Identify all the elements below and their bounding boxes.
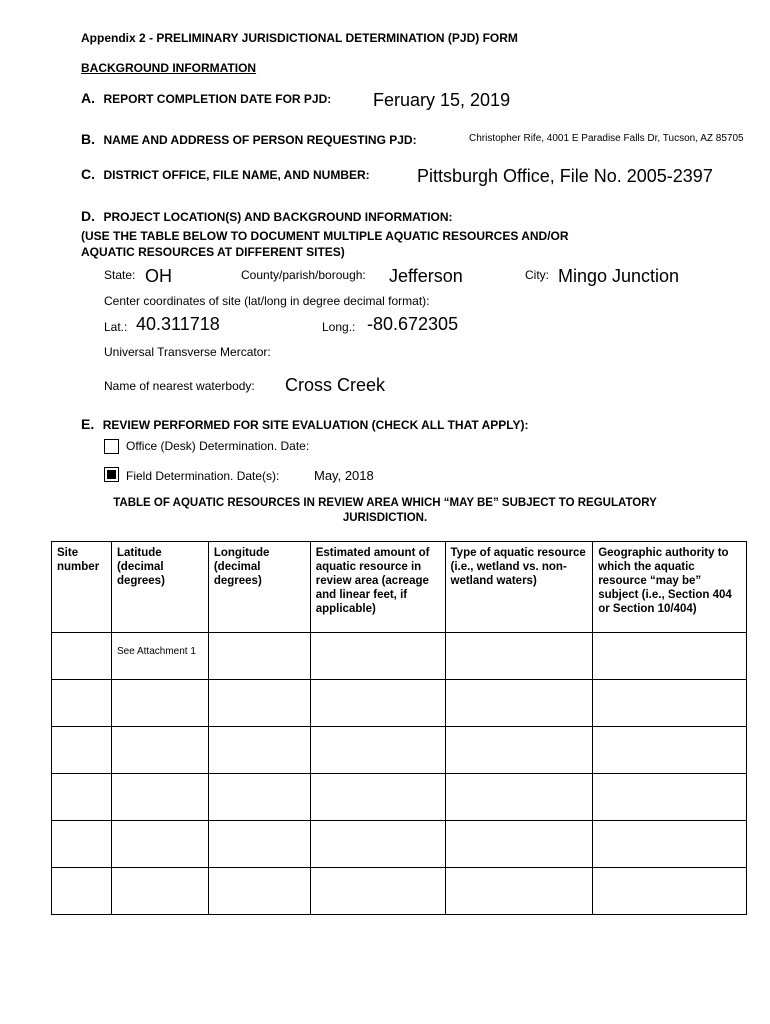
section-c [81,166,370,184]
see-attachment-text: See Attachment 1 [116,646,196,657]
waterbody-value[interactable]: Cross Creek [285,375,386,395]
col-site-number: Site number [52,542,112,633]
coordinates-label: Center coordinates of site (lat/long in degree decimal format): [104,294,430,308]
state-label: State: [104,268,136,282]
table-cell[interactable] [445,680,593,727]
table-cell[interactable] [593,680,747,727]
section-b [81,131,417,149]
table-cell[interactable] [593,821,747,868]
table-cell[interactable] [208,680,310,727]
table-cell[interactable] [593,868,747,915]
latitude-label: Lat.: [104,320,128,334]
section-b-letter: B. [81,131,95,147]
requester-label: NAME AND ADDRESS OF PERSON REQUESTING PJD: [103,133,417,147]
table-row [52,680,747,727]
table-caption-line-1: TABLE OF AQUATIC RESOURCES IN REVIEW AREA WHICH “MAY BE” SUBJECT TO REGULATORY [113,497,657,509]
section-e-letter: E. [81,416,95,432]
table-cell[interactable] [310,868,445,915]
project-location-label: PROJECT LOCATION(S) AND BACKGROUND INFORMATION: [103,210,453,224]
table-row [52,821,747,868]
table-cell[interactable] [445,774,593,821]
requester-value[interactable]: Christopher Rife, 4001 E Paradise Falls Dr, Tucson, AZ 85705 [469,133,744,144]
table-cell[interactable] [445,633,593,680]
table-cell[interactable] [310,774,445,821]
table-row [52,774,747,821]
county-value[interactable]: Jefferson [389,266,463,286]
district-office-value[interactable]: Pittsburgh Office, File No. 2005-2397 [417,166,713,186]
city-value[interactable]: Mingo Junction [558,266,680,286]
table-header-row [52,542,747,633]
table-cell[interactable] [111,821,208,868]
table-cell[interactable] [111,680,208,727]
section-heading: BACKGROUND INFORMATION [81,61,257,75]
waterbody-label: Name of nearest waterbody: [104,379,255,393]
col-geographic-authority: Geographic authority to which the aquatic resource “may be” subject (i.e., Section 404 or Section 10/404) [593,542,747,633]
table-cell[interactable] [593,774,747,821]
table-cell[interactable] [52,727,112,774]
table-cell[interactable] [111,868,208,915]
table-cell[interactable] [111,727,208,774]
table-cell[interactable] [593,727,747,774]
table-cell[interactable] [208,633,310,680]
project-location-instruction-1: (USE THE TABLE BELOW TO DOCUMENT MULTIPLE AQUATIC RESOURCES AND/OR [81,229,569,243]
section-a [81,90,331,108]
col-resource-type: Type of aquatic resource (i.e., wetland vs. non-wetland waters) [445,542,593,633]
section-d-letter: D. [81,208,95,224]
table-cell[interactable] [52,680,112,727]
county-label: County/parish/borough: [241,268,366,282]
table-cell[interactable] [310,680,445,727]
col-estimated-amount: Estimated amount of aquatic resource in review area (acreage and linear feet, if applicable) [310,542,445,633]
field-determination-checkbox[interactable] [104,467,119,482]
latitude-value[interactable]: 40.311718 [136,314,220,334]
table-cell[interactable] [208,774,310,821]
field-determination-label: Field Determination. Date(s): [126,469,280,483]
table-cell[interactable] [445,868,593,915]
section-d [81,208,453,226]
table-cell[interactable] [310,727,445,774]
table-cell[interactable] [445,821,593,868]
project-location-instruction-2: AQUATIC RESOURCES AT DIFFERENT SITES) [81,245,345,259]
report-date-label: REPORT COMPLETION DATE FOR PJD: [103,92,332,106]
aquatic-resources-table [51,541,747,915]
field-determination-date[interactable]: May, 2018 [314,468,374,483]
form-title: Appendix 2 - PRELIMINARY JURISDICTIONAL DETERMINATION (PJD) FORM [81,31,518,45]
col-latitude: Latitude (decimal degrees) [111,542,208,633]
report-date-value[interactable]: Feruary 15, 2019 [373,90,511,110]
state-value[interactable]: OH [145,266,172,286]
table-row [52,633,747,680]
table-cell[interactable] [111,633,208,680]
table-cell[interactable] [52,633,112,680]
section-e [81,416,528,434]
table-row [52,868,747,915]
table-cell[interactable] [593,633,747,680]
table-cell[interactable] [208,868,310,915]
longitude-value[interactable]: -80.672305 [367,314,459,334]
table-cell[interactable] [52,821,112,868]
office-determination-label: Office (Desk) Determination. Date: [126,439,310,453]
review-label: REVIEW PERFORMED FOR SITE EVALUATION (CHECK ALL THAT APPLY): [102,418,529,432]
table-cell[interactable] [111,774,208,821]
table-row [52,727,747,774]
table-cell[interactable] [208,727,310,774]
col-longitude: Longitude (decimal degrees) [208,542,310,633]
section-a-letter: A. [81,90,95,106]
city-label: City: [525,268,549,282]
table-cell[interactable] [52,774,112,821]
table-cell[interactable] [445,727,593,774]
table-cell[interactable] [52,868,112,915]
table-cell[interactable] [208,821,310,868]
table-caption-line-2: JURISDICTION. [342,512,428,524]
table-cell[interactable] [310,821,445,868]
district-office-label: DISTRICT OFFICE, FILE NAME, AND NUMBER: [103,168,370,182]
utm-label: Universal Transverse Mercator: [104,345,271,359]
table-cell[interactable] [310,633,445,680]
office-determination-checkbox[interactable] [104,439,119,454]
section-c-letter: C. [81,166,95,182]
longitude-label: Long.: [322,320,356,334]
